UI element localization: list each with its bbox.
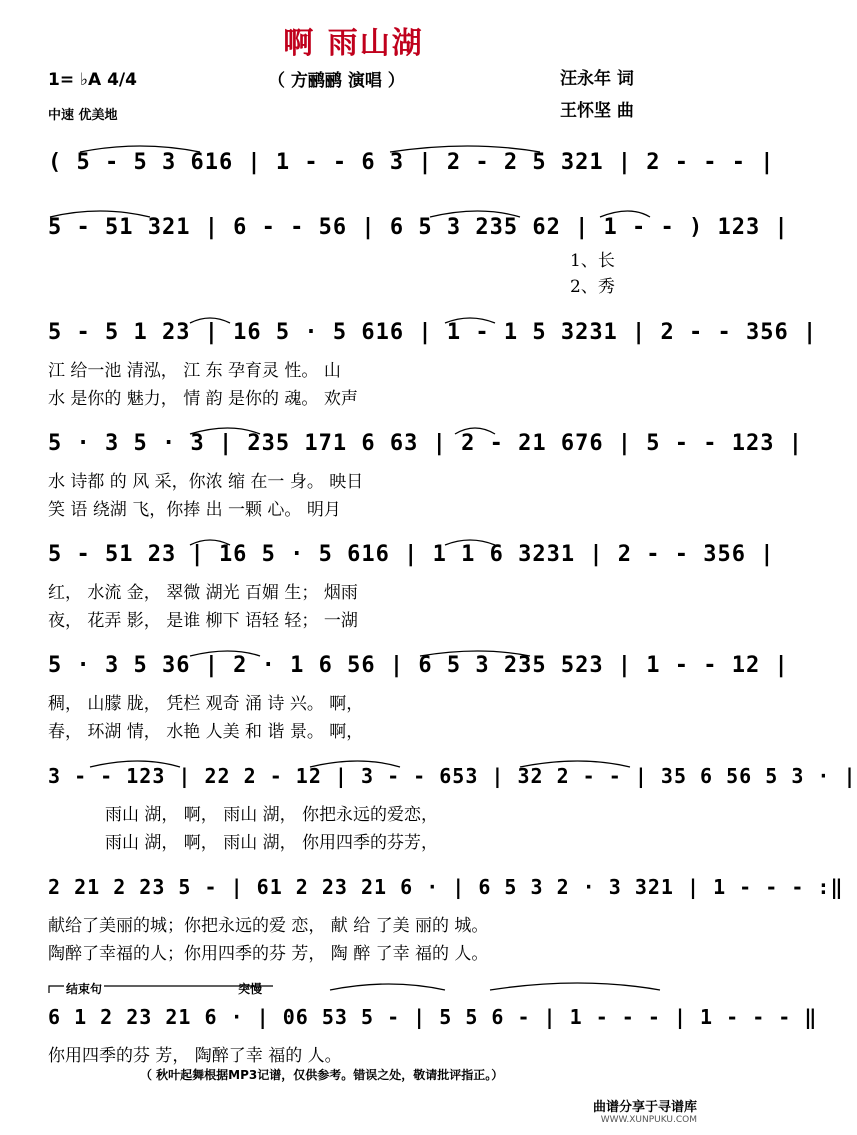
staff-line-2: 5 - 51 321 | 6 - - 56 | 6 5 3 235 62 | 1 - - ) 123 | <box>48 215 789 240</box>
lyric-line: 水 是你的 魅力， 情 韵 是你的 魂。 欢声 <box>48 389 358 409</box>
lyric-line: 笑 语 绕湖 飞，你捧 出 一颗 心。 明月 <box>48 500 341 520</box>
staff-line-3: 5 - 5 1 23 | 16 5 · 5 616 | 1 - 1 5 3231 | 2 - - 356 | <box>48 320 818 345</box>
lyric-line: 稠， 山朦 胧， 凭栏 观奇 涌 诗 兴。 啊， <box>48 694 364 714</box>
lyric-line: 你用四季的芬 芳， 陶醉了幸 福的 人。 <box>48 1046 342 1066</box>
tempo-change-label: 突慢 <box>238 982 263 996</box>
coda-label: 结束句 <box>66 982 103 996</box>
watermark-text: 曲谱分享于寻谱库 <box>592 1100 697 1115</box>
lyric-line: 春， 环湖 情， 水艳 人美 和 谐 景。 啊， <box>48 722 364 742</box>
subtitle: （ 方鹂鹂 演唱 ） <box>268 71 405 91</box>
staff-line-8: 2 21 2 23 5 - | 61 2 23 21 6 · | 6 5 3 2 · 3 321 | 1 - - - :‖ <box>48 875 844 899</box>
watermark <box>593 1101 697 1127</box>
lyric-line: 江 给一池 清泓， 江 东 孕育灵 性。 山 <box>48 361 341 381</box>
lyric-line: 雨山 湖， 啊， 雨山 湖， 你用四季的芬芳， <box>105 833 439 853</box>
watermark-url: WWW.XUNPUKU.COM <box>600 1115 697 1125</box>
staff-line-1: ( 5 - 5 3 616 | 1 - - 6 3 | 2 - 2 5 321 | 2 - - - | <box>48 150 775 175</box>
lyric-line: 夜， 花弄 影， 是谁 柳下 语轻 轻； 一湖 <box>48 611 358 631</box>
staff-line-5: 5 - 51 23 | 16 5 · 5 616 | 1 1 6 3231 | 2 - - 356 | <box>48 542 775 567</box>
slur <box>330 984 445 990</box>
lyric-line: 雨山 湖， 啊， 雨山 湖， 你把永远的爱恋， <box>105 805 439 825</box>
verse-label-1: 1、长 <box>570 251 615 271</box>
lyric-line: 献给了美丽的城；你把永远的爱 恋， 献 给 了美 丽的 城。 <box>48 916 489 936</box>
verse-label-2: 2、秀 <box>570 277 615 297</box>
lyric-line: 水 诗都 的 风 采，你浓 缩 在一 身。 映日 <box>48 472 364 492</box>
composer-credit: 王怀坚 曲 <box>560 101 634 121</box>
song-title: 啊 雨山湖 <box>283 26 424 61</box>
staff-line-7: 3 - - 123 | 22 2 - 12 | 3 - - 653 | 32 2 - - | 35 6 56 5 3 · | <box>48 764 857 788</box>
slur <box>490 983 660 990</box>
lyric-line: 红， 水流 金， 翠微 湖光 百媚 生； 烟雨 <box>48 583 358 603</box>
key-signature: 1= ♭A 4/4 <box>48 70 137 90</box>
staff-line-6: 5 · 3 5 36 | 2 · 1 6 56 | 6 5 3 235 523 | 1 - - 12 | <box>48 653 789 678</box>
transcription-note: （ 秋叶起舞根据MP3记谱，仅供参考。错误之处，敬请批评指正。） <box>140 1068 504 1082</box>
tempo-marking: 中速 优美地 <box>48 108 118 123</box>
lyricist-credit: 汪永年 词 <box>560 69 634 89</box>
staff-line-9: 6 1 2 23 21 6 · | 06 53 5 - | 5 5 6 - | 1 - - - | 1 - - - ‖ <box>48 1005 818 1029</box>
staff-line-4: 5 · 3 5 · 3 | 235 171 6 63 | 2 - 21 676 | 5 - - 123 | <box>48 431 803 456</box>
lyric-line: 陶醉了幸福的人；你用四季的芬 芳， 陶 醉 了幸 福的 人。 <box>48 944 489 964</box>
